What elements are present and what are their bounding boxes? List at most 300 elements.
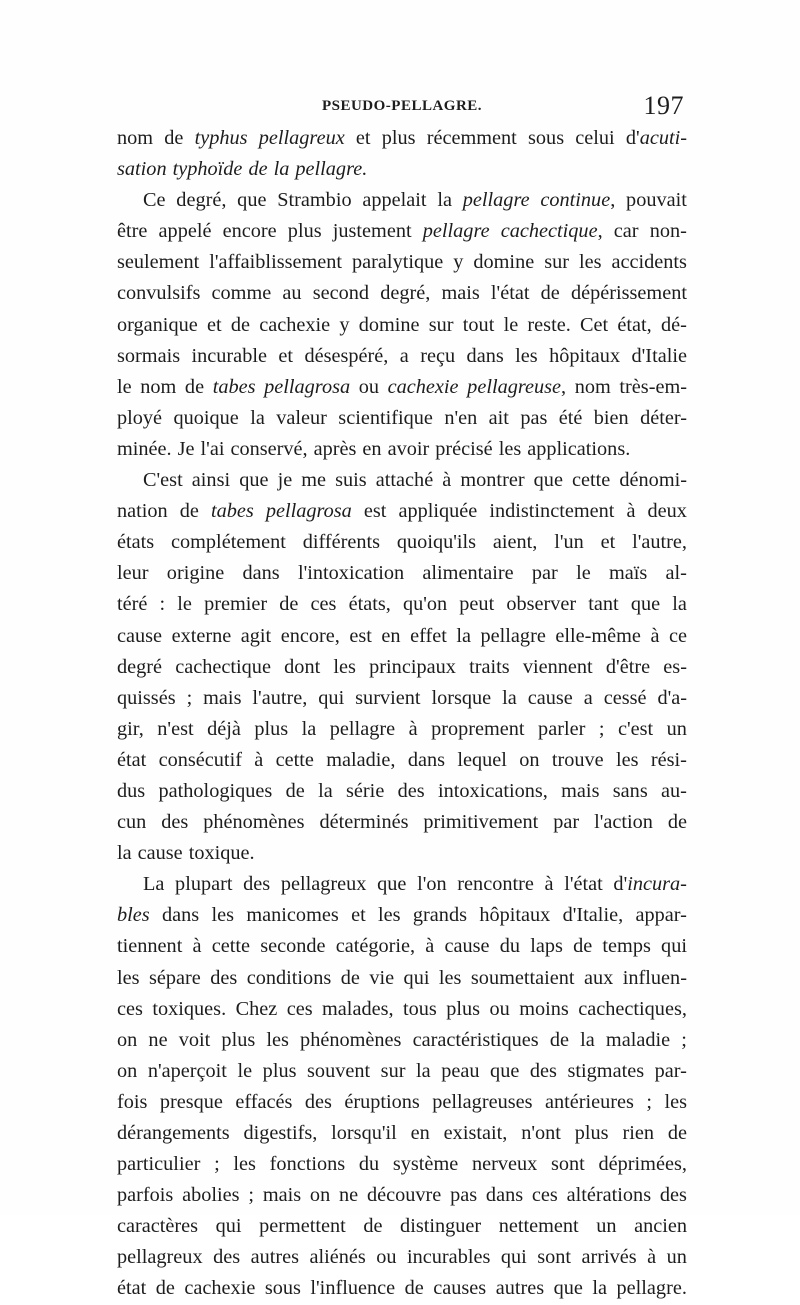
word: seconde [260,935,326,958]
running-title: PSEUDO-PELLAGRE. [321,98,483,114]
word: altérations [566,1184,652,1207]
word: car [613,220,639,243]
word: ou [376,1246,397,1269]
text-line [117,558,687,589]
word: cachexie [259,313,331,336]
word: d'incura- [613,873,687,896]
word: complétement [171,531,286,554]
text-line [117,1149,687,1180]
word: alimentaire [422,562,514,585]
word: : [159,593,166,616]
word: incurable [191,344,267,367]
word: consécutif [158,748,242,771]
word: le [177,593,192,616]
word: cachexie [387,375,459,398]
word: on [117,1059,138,1082]
word: maïs [608,562,648,585]
word: dont [284,655,321,678]
word: de [155,1277,175,1300]
word: al- [665,562,687,585]
word: parler [538,717,586,740]
word: la [301,717,317,740]
word: la [437,189,452,212]
word: système [392,1153,459,1176]
word: les [233,1153,256,1176]
word: sans [612,779,648,802]
word: sur [380,1059,406,1082]
word: pellagrosa [264,375,351,398]
word: en [381,624,401,647]
word: phénomènes [203,811,305,834]
word: au [282,282,302,305]
word: d'être [605,655,651,678]
word: reste. [527,313,571,336]
word: de [279,593,299,616]
word: ait [488,406,509,429]
word: à [650,624,660,647]
word: origine [166,562,225,585]
word: pathologiques [158,779,273,802]
word: Chez [235,997,278,1020]
word: la [456,624,471,647]
word: pellagreux [117,1246,203,1269]
word: caractères [117,1215,199,1238]
text-line [117,621,687,652]
word: l'autre, [252,686,308,709]
word: le [576,562,591,585]
word: seulement [117,251,200,274]
word: pellagreux [258,127,345,149]
word: sur [428,313,454,336]
word: déprimées, [598,1153,687,1176]
word: lorsqu'il [331,1122,397,1144]
word: elle-même [555,624,641,647]
word: l'on [417,873,447,896]
word: n'ont [521,1122,561,1144]
word: bien [593,406,629,429]
word: a [399,344,409,367]
word: plus [221,1028,256,1051]
word: quissés [117,686,176,709]
word: cachexie [184,1277,256,1300]
word: ; [214,1153,220,1176]
word: conservé, [230,437,308,460]
word: cachectique [175,655,271,678]
word: pellagre. [616,1277,687,1300]
word: laps [530,935,563,958]
word: C'est [143,469,183,492]
word: ces [286,997,313,1020]
word: états, [348,593,391,616]
word: typhoïde [172,158,243,181]
word: phénomènes [300,1028,402,1051]
word: on [117,1028,138,1051]
word: voit [178,1028,211,1051]
word: différents [302,531,381,554]
word: de [184,375,205,398]
word: à [254,748,264,771]
word: externe [171,624,232,647]
word: appliquée [398,500,478,523]
word: l'un [554,531,584,554]
word: éruptions [344,1090,420,1113]
word: être [117,220,148,243]
word: des [659,1184,687,1207]
word: que [490,1059,520,1082]
word: grands [412,904,467,927]
word: maladie [605,1028,671,1051]
word: nation [117,500,168,523]
text-line [117,527,687,558]
text-line [117,341,687,372]
word: par [531,562,558,585]
text-line [117,496,687,527]
word: ce [668,624,687,647]
word: fonctions [269,1153,346,1176]
word: catégorie, [335,935,416,958]
word: très-em- [619,375,687,398]
word: cause [117,624,163,647]
text-line [117,807,687,838]
word: bles [117,904,150,927]
word: existait, [443,1122,508,1144]
word: justement [332,220,412,243]
word: proprement [431,717,525,740]
word: pellagre [480,624,546,647]
word: ; [646,1090,652,1113]
word: pas [520,406,548,429]
word: effet [410,624,447,647]
page-number: 197 [643,91,684,120]
word: des [213,1246,241,1269]
word: lorsque [431,686,492,709]
word: La [143,873,165,896]
word: minée. [117,437,172,460]
word: de [363,1215,383,1238]
text-line [117,465,687,496]
word: de [164,127,184,149]
word: observer [506,593,577,616]
word: que [239,469,269,492]
word: des [210,966,238,989]
word: en [362,437,382,460]
word: nom [574,375,611,398]
word: sont [537,1246,572,1269]
word: l'intoxication [297,562,405,585]
word: récemment [426,127,517,149]
word: aux [584,966,614,989]
word: que [377,873,407,896]
word: des [304,1090,332,1113]
body-text [117,123,687,1305]
word: la [672,593,687,616]
word: pas [450,1184,478,1207]
word: conditions [246,966,332,989]
word: principaux [369,655,456,678]
word: dans [466,344,504,367]
word: mais [561,779,600,802]
word: je [277,469,293,492]
word: d'acuti- [625,127,687,149]
word: plus [287,220,322,243]
word: pellagrosa [265,500,352,523]
text-line [117,278,687,309]
word: la [580,1028,595,1051]
word: de [230,313,250,336]
word: causes [433,1277,487,1300]
word: primitivement [423,811,539,834]
text-line [117,838,687,869]
word: et [600,531,616,554]
word: déterminés [319,811,409,834]
word: tabes [212,375,256,398]
word: second [312,282,370,305]
word: les [266,1028,289,1051]
word: continue, [540,189,616,212]
word: que [533,469,563,492]
text-line [117,1025,687,1056]
word: y [453,251,464,274]
word: nerveux [471,1153,538,1176]
word: cachectiques, [578,997,687,1020]
word: les [333,655,356,678]
word: mais [203,686,242,709]
word: ou [358,375,380,398]
word: ou [489,997,510,1020]
word: ne [148,1028,168,1051]
text-line [117,1273,687,1304]
word: sous [528,127,565,149]
word: au- [661,779,687,802]
word: dépérissement [570,282,687,305]
text-line [117,372,687,403]
word: pellagre [462,189,530,212]
text-line [117,1056,687,1087]
word: pellagre. [295,158,368,181]
word: est [363,500,387,523]
word: ancien [634,1215,687,1238]
text-line [117,1242,687,1273]
word: de [667,811,687,834]
word: dans [407,748,446,771]
word: n'en [444,406,478,429]
word: pellagreuses [432,1090,533,1113]
word: les [378,904,401,927]
word: scientifique [338,406,433,429]
word: le [117,375,132,398]
word: de [285,779,305,802]
word: ; [248,1184,255,1207]
word: presque [159,1090,223,1113]
word: tabes [210,500,254,523]
word: un [596,1215,617,1238]
word: désespéré, [304,344,389,367]
word: soumettaient [470,966,575,989]
word: état [117,748,147,771]
word: autres [495,1277,545,1300]
word: sormais [117,344,181,367]
word: premier [204,593,268,616]
word: de [573,935,593,958]
word: et [351,904,366,927]
word: et [206,313,222,336]
word: agit [240,624,272,647]
text-line [117,1211,687,1242]
word: lequel [457,748,507,771]
word: de [404,1277,424,1300]
word: de [549,1028,569,1051]
word: du [358,1153,380,1176]
word: valeur [276,406,327,429]
word: et [355,127,371,149]
word: qui [215,1215,242,1238]
word: fois [117,1090,148,1113]
word: la [592,1277,608,1300]
word: maladie, [326,748,396,771]
word: encore [222,220,277,243]
word: Cet [580,313,609,336]
text-line [117,745,687,776]
text-line [117,931,687,962]
word: trouve [551,748,604,771]
word: l'influence [310,1277,396,1300]
text-line [117,247,687,278]
text-line [117,216,687,247]
word: Strambio [277,189,352,212]
word: ces [310,593,337,616]
word: tous [403,997,437,1020]
word: antérieures [544,1090,634,1113]
word: dénomi- [619,469,687,492]
word: cun [117,811,147,834]
word: montrer [460,469,525,492]
word: dans [485,1184,524,1207]
word: caractéristiques [412,1028,539,1051]
word: de [248,158,268,181]
word: d'a- [657,686,687,709]
word: domine [473,251,535,274]
word: tout [462,313,495,336]
word: les [438,966,462,989]
word: à [442,469,452,492]
word: les [117,966,140,989]
word: à [408,717,418,740]
word: l'ai [200,437,225,460]
word: qui [661,935,687,958]
word: à [544,873,554,896]
word: c'est [617,717,654,740]
word: stigmates [567,1059,645,1082]
running-head [118,92,686,122]
text-line [117,652,687,683]
word: de [540,282,560,305]
text-line [117,310,687,341]
word: Je [177,437,195,460]
word: on [309,1184,331,1207]
word: cause [527,686,573,709]
word: encore, [280,624,340,647]
word: qu'on [402,593,448,616]
word: pellagreuse, [467,375,567,398]
word: le [503,313,519,336]
word: accidents [611,251,687,274]
word: l'autre, [632,531,687,554]
word: viennent [522,655,593,678]
word: à [192,935,202,958]
word: vie [369,966,395,989]
word: sur [544,251,569,274]
word: es- [663,655,687,678]
word: que [553,1277,583,1300]
word: la [318,779,333,802]
word: plus [254,717,289,740]
word: plupart [175,873,233,896]
word: tiennent [117,935,183,958]
word: les [664,1090,687,1113]
word: les [211,904,235,927]
word: à [647,1246,657,1269]
word: cessé [603,686,647,709]
word: typhus [194,127,248,149]
word: incurables [407,1246,491,1269]
word: des [243,873,271,896]
text-line [117,1087,687,1118]
word: série [346,779,385,802]
word: la [416,1059,431,1082]
word: influen- [622,966,687,989]
word: qui [500,1246,527,1269]
text-line [117,434,687,465]
word: non- [649,220,687,243]
word: ainsi [191,469,231,492]
word: pellagreux [280,873,367,896]
word: on [519,748,540,771]
word: les [615,748,639,771]
word: hôpitaux [549,344,621,367]
word: traits [469,655,510,678]
word: rencontre [457,873,534,896]
text-line [117,185,687,216]
word: pellagre [422,220,490,243]
word: et [278,344,294,367]
text-line [117,869,687,900]
word: n'est [157,717,194,740]
word: survient [355,686,421,709]
word: attaché [375,469,434,492]
word: sépare [148,966,201,989]
word: degré, [380,282,431,305]
word: plus [381,127,416,149]
word: gir, [117,717,144,740]
word: la [250,406,265,429]
word: organique [117,313,198,336]
word: cachectique, [500,220,603,243]
word: téré [117,593,148,616]
word: leur [117,562,149,585]
word: plus [574,1122,609,1144]
word: cette [572,469,611,492]
word: domine [358,313,420,336]
word: de [179,500,199,523]
word: la [502,686,517,709]
word: ployé [117,406,163,429]
word: aliénés [309,1246,366,1269]
word: dé- [660,313,687,336]
text-line [117,963,687,994]
word: précisé [435,437,493,460]
word: l'action [594,811,653,834]
word: déter- [640,406,687,429]
